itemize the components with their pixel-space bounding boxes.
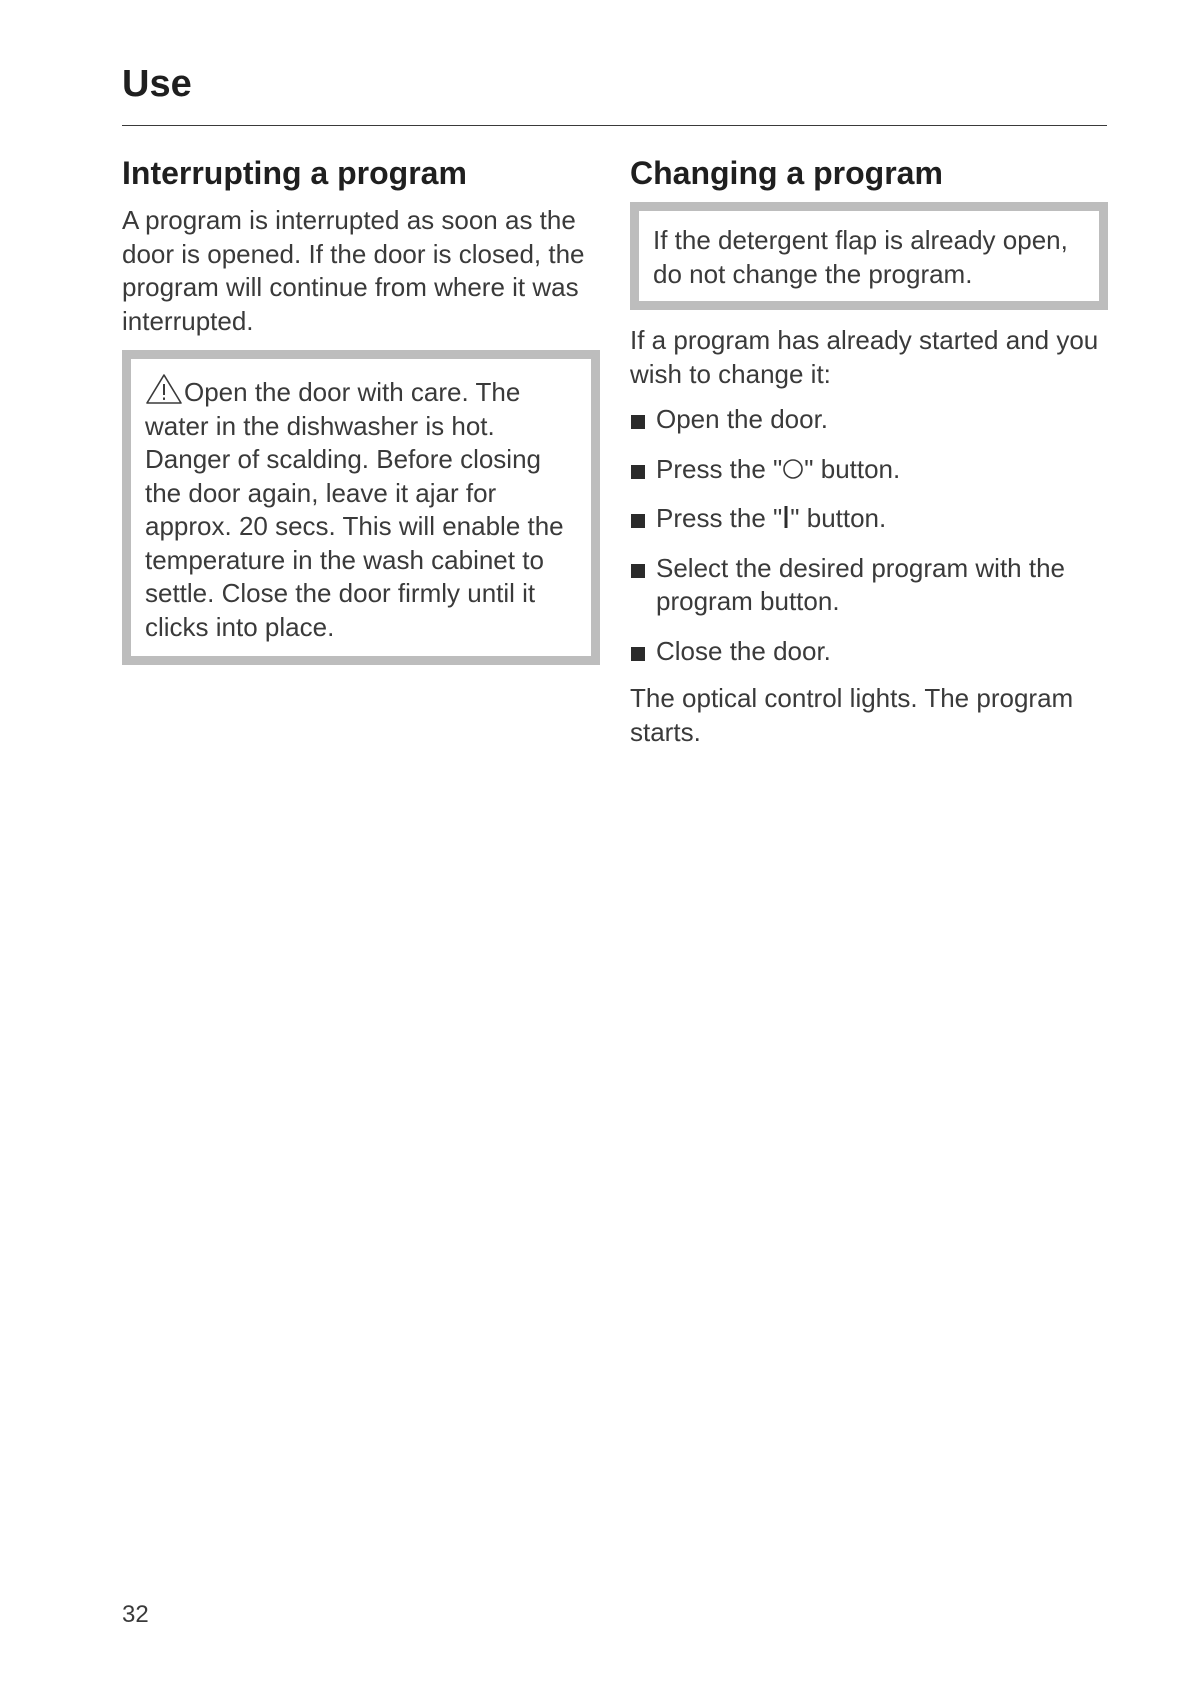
step-text: Select the desired program with the program button.: [656, 552, 1065, 617]
step-text-after: " button.: [790, 503, 887, 534]
warning-text: Open the door with care. The water in the dishwasher is hot. Danger of scalding. Before closing the door again, leave it ajar for approx. 20 secs. This will enable the temperature in the wash cabinet to settle. Close the door firmly until it clicks into place.: [145, 377, 564, 642]
change-outro: The optical control lights. The program starts.: [630, 683, 1074, 747]
step-text: Close the door.: [656, 635, 831, 666]
list-item: [630, 502, 1108, 536]
list-item: [630, 453, 1108, 487]
step-text-after: " button.: [804, 453, 901, 484]
steps-list: [630, 403, 1108, 668]
off-circle-icon: [782, 458, 804, 480]
square-bullet-icon: [631, 514, 645, 528]
section-heading-changing: Changing a program: [630, 155, 943, 191]
change-intro: If a program has already started and you wish to change it:: [630, 325, 1099, 389]
step-text-before: Press the ": [656, 503, 783, 534]
square-bullet-icon: [631, 415, 645, 429]
right-column: [630, 154, 1108, 749]
page-title: Use: [122, 63, 192, 105]
list-item: [630, 403, 1108, 437]
square-bullet-icon: [631, 564, 645, 578]
list-item: [630, 635, 1108, 669]
page-number: 32: [122, 1601, 149, 1628]
note-text: If the detergent flap is already open, do not change the program.: [653, 225, 1068, 289]
warning-triangle-icon: [145, 373, 183, 405]
step-text-before: Press the ": [656, 453, 783, 484]
warning-box: [122, 350, 600, 665]
step-text: Open the door.: [656, 404, 829, 435]
section-heading-interrupting: Interrupting a program: [122, 155, 467, 191]
note-box: [630, 202, 1108, 310]
interrupt-paragraph: A program is interrupted as soon as the door is opened. If the door is closed, the program will continue from where it was interrupted.: [122, 205, 585, 336]
title-divider: [122, 125, 1107, 126]
square-bullet-icon: [631, 465, 645, 479]
square-bullet-icon: [631, 647, 645, 661]
left-column: [122, 154, 600, 665]
list-item: [630, 552, 1108, 619]
